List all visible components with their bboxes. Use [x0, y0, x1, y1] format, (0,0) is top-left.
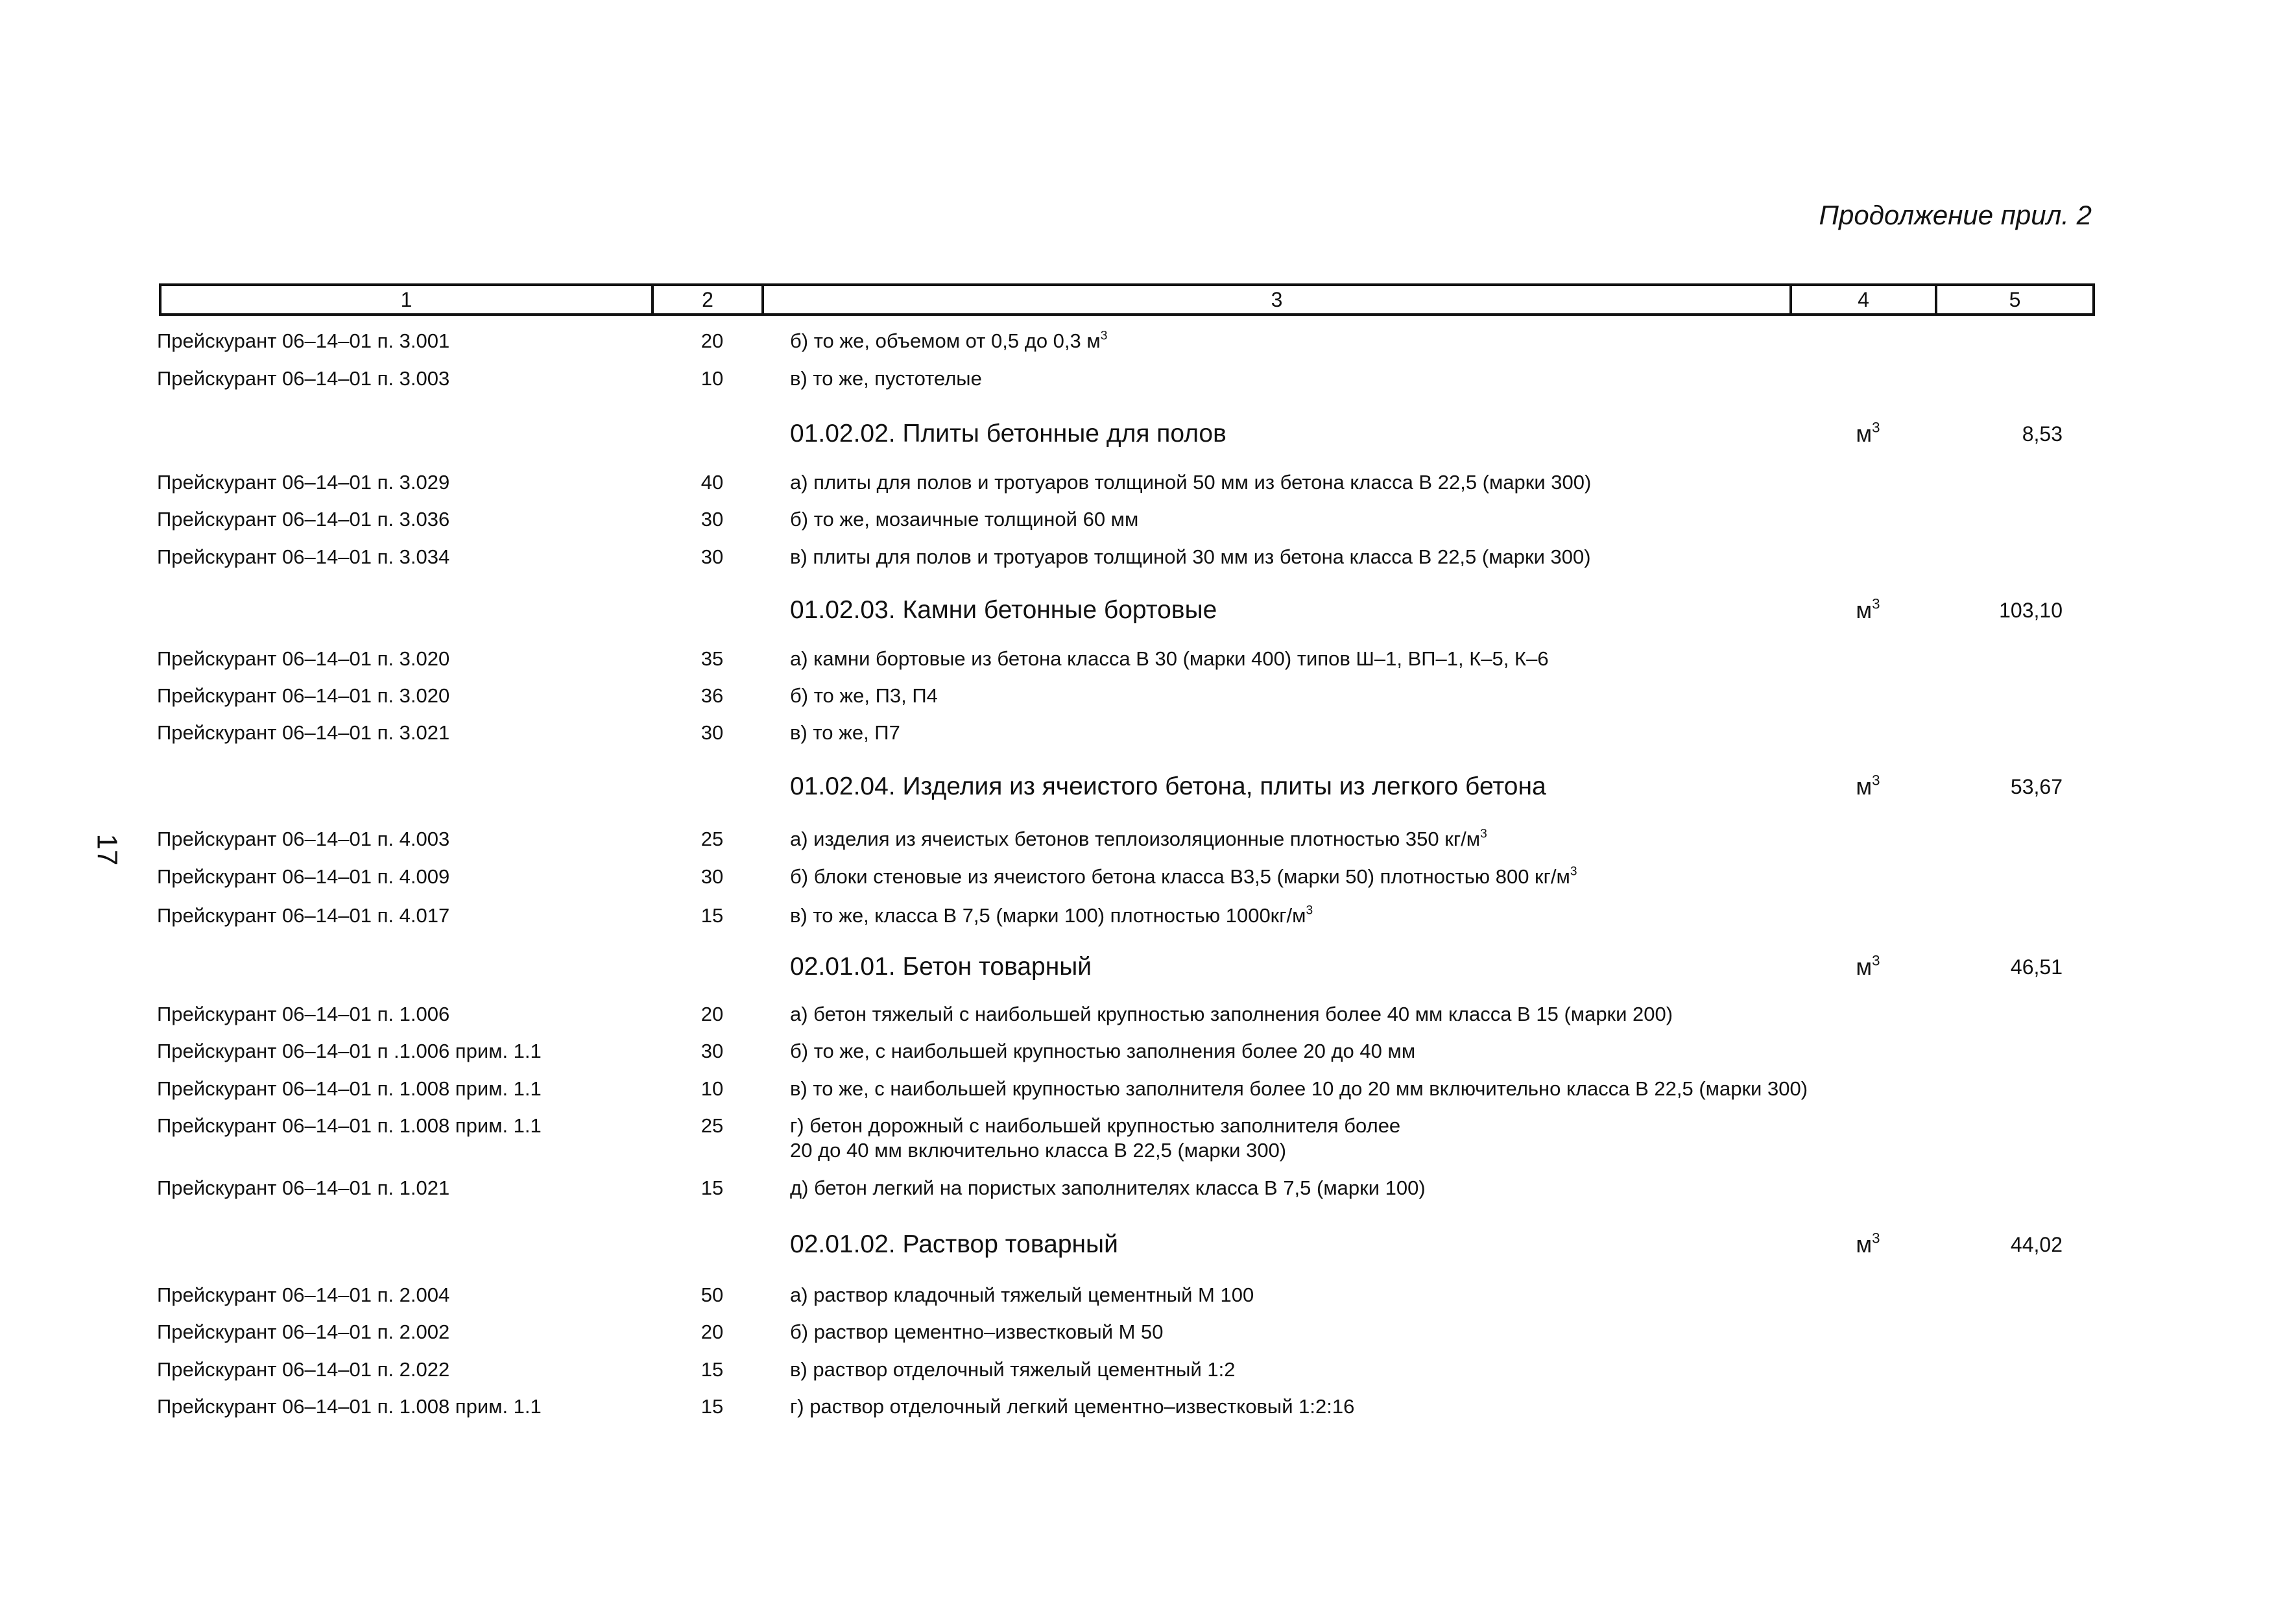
percent-value: 25: [700, 828, 724, 850]
item-description: в) то же, класса В 7,5 (марки 100) плотностью $1000кг/м^3$: [790, 903, 1313, 927]
price-reference: Прейскурант 06–14–01 п. 2.004: [157, 1284, 450, 1306]
unit-of-measure: $м^3$: [1856, 595, 1880, 623]
percent-value: 36: [700, 684, 724, 707]
section-title: 01.02.03. Камни бетонные бортовые: [790, 596, 1217, 624]
item-description: г) раствор отделочный легкий цементно–известковый 1:2:16: [790, 1395, 1355, 1418]
unit-of-measure: $м^3$: [1856, 772, 1880, 800]
percent-value: 15: [700, 904, 724, 927]
item-description: а) изделия из ячеистых бетонов теплоизоляционные плотностью 350 $кг/м^3$: [790, 827, 1487, 850]
item-description-continuation: 20 до 40 мм включительно класса В 22,5 (марки 300): [790, 1139, 1287, 1162]
price-reference: Прейскурант 06–14–01 п. 3.029: [157, 471, 450, 494]
price-reference: Прейскурант 06–14–01 п. 3.003: [157, 367, 450, 390]
percent-value: 35: [700, 647, 724, 670]
unit-price: 103,10: [1999, 599, 2063, 622]
price-reference: Прейскурант 06–14–01 п. 1.008 прим. 1.1: [157, 1114, 542, 1137]
item-description: а) камни бортовые из бетона класса В 30 (марки 400) типов Ш–1, ВП–1, К–5, К–6: [790, 647, 1549, 670]
price-reference: Прейскурант 06–14–01 п .1.006 прим. 1.1: [157, 1040, 542, 1062]
price-reference: Прейскурант 06–14–01 п. 1.008 прим. 1.1: [157, 1077, 542, 1100]
unit-price: 46,51: [2010, 955, 2063, 979]
price-reference: Прейскурант 06–14–01 п. 1.008 прим. 1.1: [157, 1395, 542, 1418]
header-col-2: 2: [651, 286, 761, 313]
percent-value: 30: [700, 721, 724, 744]
item-description: в) то же, пустотелые: [790, 367, 982, 390]
percent-value: 15: [700, 1176, 724, 1199]
header-col-3: 3: [761, 286, 1789, 313]
price-reference: Прейскурант 06–14–01 п. 4.017: [157, 904, 450, 927]
percent-value: 30: [700, 545, 724, 568]
section-title: 02.01.02. Раствор товарный: [790, 1230, 1118, 1258]
page-number: 17: [91, 833, 123, 866]
percent-value: 20: [700, 329, 724, 352]
price-reference: Прейскурант 06–14–01 п. 1.021: [157, 1176, 450, 1199]
price-reference: Прейскурант 06–14–01 п. 2.022: [157, 1358, 450, 1381]
price-reference: Прейскурант 06–14–01 п. 3.036: [157, 508, 450, 531]
item-description: б) блоки стеновые из ячеистого бетона класса В3,5 (марки 50) плотностью 800 $кг/м^3$: [790, 865, 1577, 888]
unit-of-measure: $м^3$: [1856, 419, 1880, 447]
continuation-caption: Продолжение прил. 2: [1819, 200, 2092, 230]
item-description: г) бетон дорожный с наибольшей крупностью заполнителя более: [790, 1114, 1401, 1137]
item-description: в) то же, с наибольшей крупностью заполнителя более 10 до 20 мм включительно класса В 22,5 (марки 300): [790, 1077, 1808, 1100]
percent-value: 15: [700, 1358, 724, 1381]
percent-value: 10: [700, 1077, 724, 1100]
section-title: 01.02.04. Изделия из ячеистого бетона, плиты из легкого бетона: [790, 772, 1546, 800]
unit-price: 53,67: [2010, 775, 2063, 798]
header-col-1: 1: [400, 287, 413, 311]
section-title: 01.02.02. Плиты бетонные для полов: [790, 420, 1226, 448]
price-reference: Прейскурант 06–14–01 п. 3.001: [157, 329, 450, 352]
item-description: в) то же, П7: [790, 721, 900, 744]
price-reference: Прейскурант 06–14–01 п. 1.006: [157, 1003, 450, 1025]
price-reference: Прейскурант 06–14–01 п. 4.003: [157, 828, 450, 850]
superscript: 3: [1570, 865, 1577, 879]
superscript: 3: [1100, 329, 1108, 343]
item-description: в) плиты для полов и тротуаров толщиной 30 мм из бетона класса В 22,5 (марки 300): [790, 545, 1591, 568]
price-reference: Прейскурант 06–14–01 п. 3.034: [157, 545, 450, 568]
superscript: 3: [1306, 903, 1313, 918]
unit-of-measure: $м^3$: [1856, 1230, 1880, 1258]
item-description: б) то же, мозаичные толщиной 60 мм: [790, 508, 1139, 531]
percent-value: 50: [700, 1284, 724, 1306]
percent-value: 10: [700, 367, 724, 390]
percent-value: 30: [700, 865, 724, 888]
item-description: б) то же, объемом от 0,5 до 0,3 $м^3$: [790, 329, 1108, 352]
percent-value: 30: [700, 1040, 724, 1062]
section-title: 02.01.01. Бетон товарный: [790, 953, 1092, 981]
unit-of-measure: $м^3$: [1856, 952, 1880, 980]
item-description: а) плиты для полов и тротуаров толщиной 50 мм из бетона класса В 22,5 (марки 300): [790, 471, 1592, 494]
unit-price: 8,53: [2022, 422, 2063, 446]
table-header: [159, 283, 2095, 316]
percent-value: 40: [700, 471, 724, 494]
item-description: б) то же, П3, П4: [790, 684, 938, 707]
percent-value: 20: [700, 1003, 724, 1025]
price-reference: Прейскурант 06–14–01 п. 3.021: [157, 721, 450, 744]
price-reference: Прейскурант 06–14–01 п. 4.009: [157, 865, 450, 888]
header-col-5: 5: [1935, 286, 2092, 313]
header-col-4: 4: [1789, 286, 1935, 313]
percent-value: 20: [700, 1320, 724, 1343]
percent-value: 15: [700, 1395, 724, 1418]
item-description: а) бетон тяжелый с наибольшей крупностью заполнения более 40 мм класса В 15 (марки 200): [790, 1003, 1673, 1025]
percent-value: 30: [700, 508, 724, 531]
price-reference: Прейскурант 06–14–01 п. 3.020: [157, 647, 450, 670]
item-description: в) раствор отделочный тяжелый цементный 1:2: [790, 1358, 1236, 1381]
superscript: 3: [1480, 827, 1487, 841]
price-reference: Прейскурант 06–14–01 п. 2.002: [157, 1320, 450, 1343]
item-description: а) раствор кладочный тяжелый цементный М 100: [790, 1284, 1254, 1306]
item-description: д) бетон легкий на пористых заполнителях класса В 7,5 (марки 100): [790, 1176, 1426, 1199]
item-description: б) то же, с наибольшей крупностью заполнения более 20 до 40 мм: [790, 1040, 1416, 1062]
unit-price: 44,02: [2010, 1233, 2063, 1256]
item-description: б) раствор цементно–известковый М 50: [790, 1320, 1164, 1343]
price-reference: Прейскурант 06–14–01 п. 3.020: [157, 684, 450, 707]
percent-value: 25: [700, 1114, 724, 1137]
